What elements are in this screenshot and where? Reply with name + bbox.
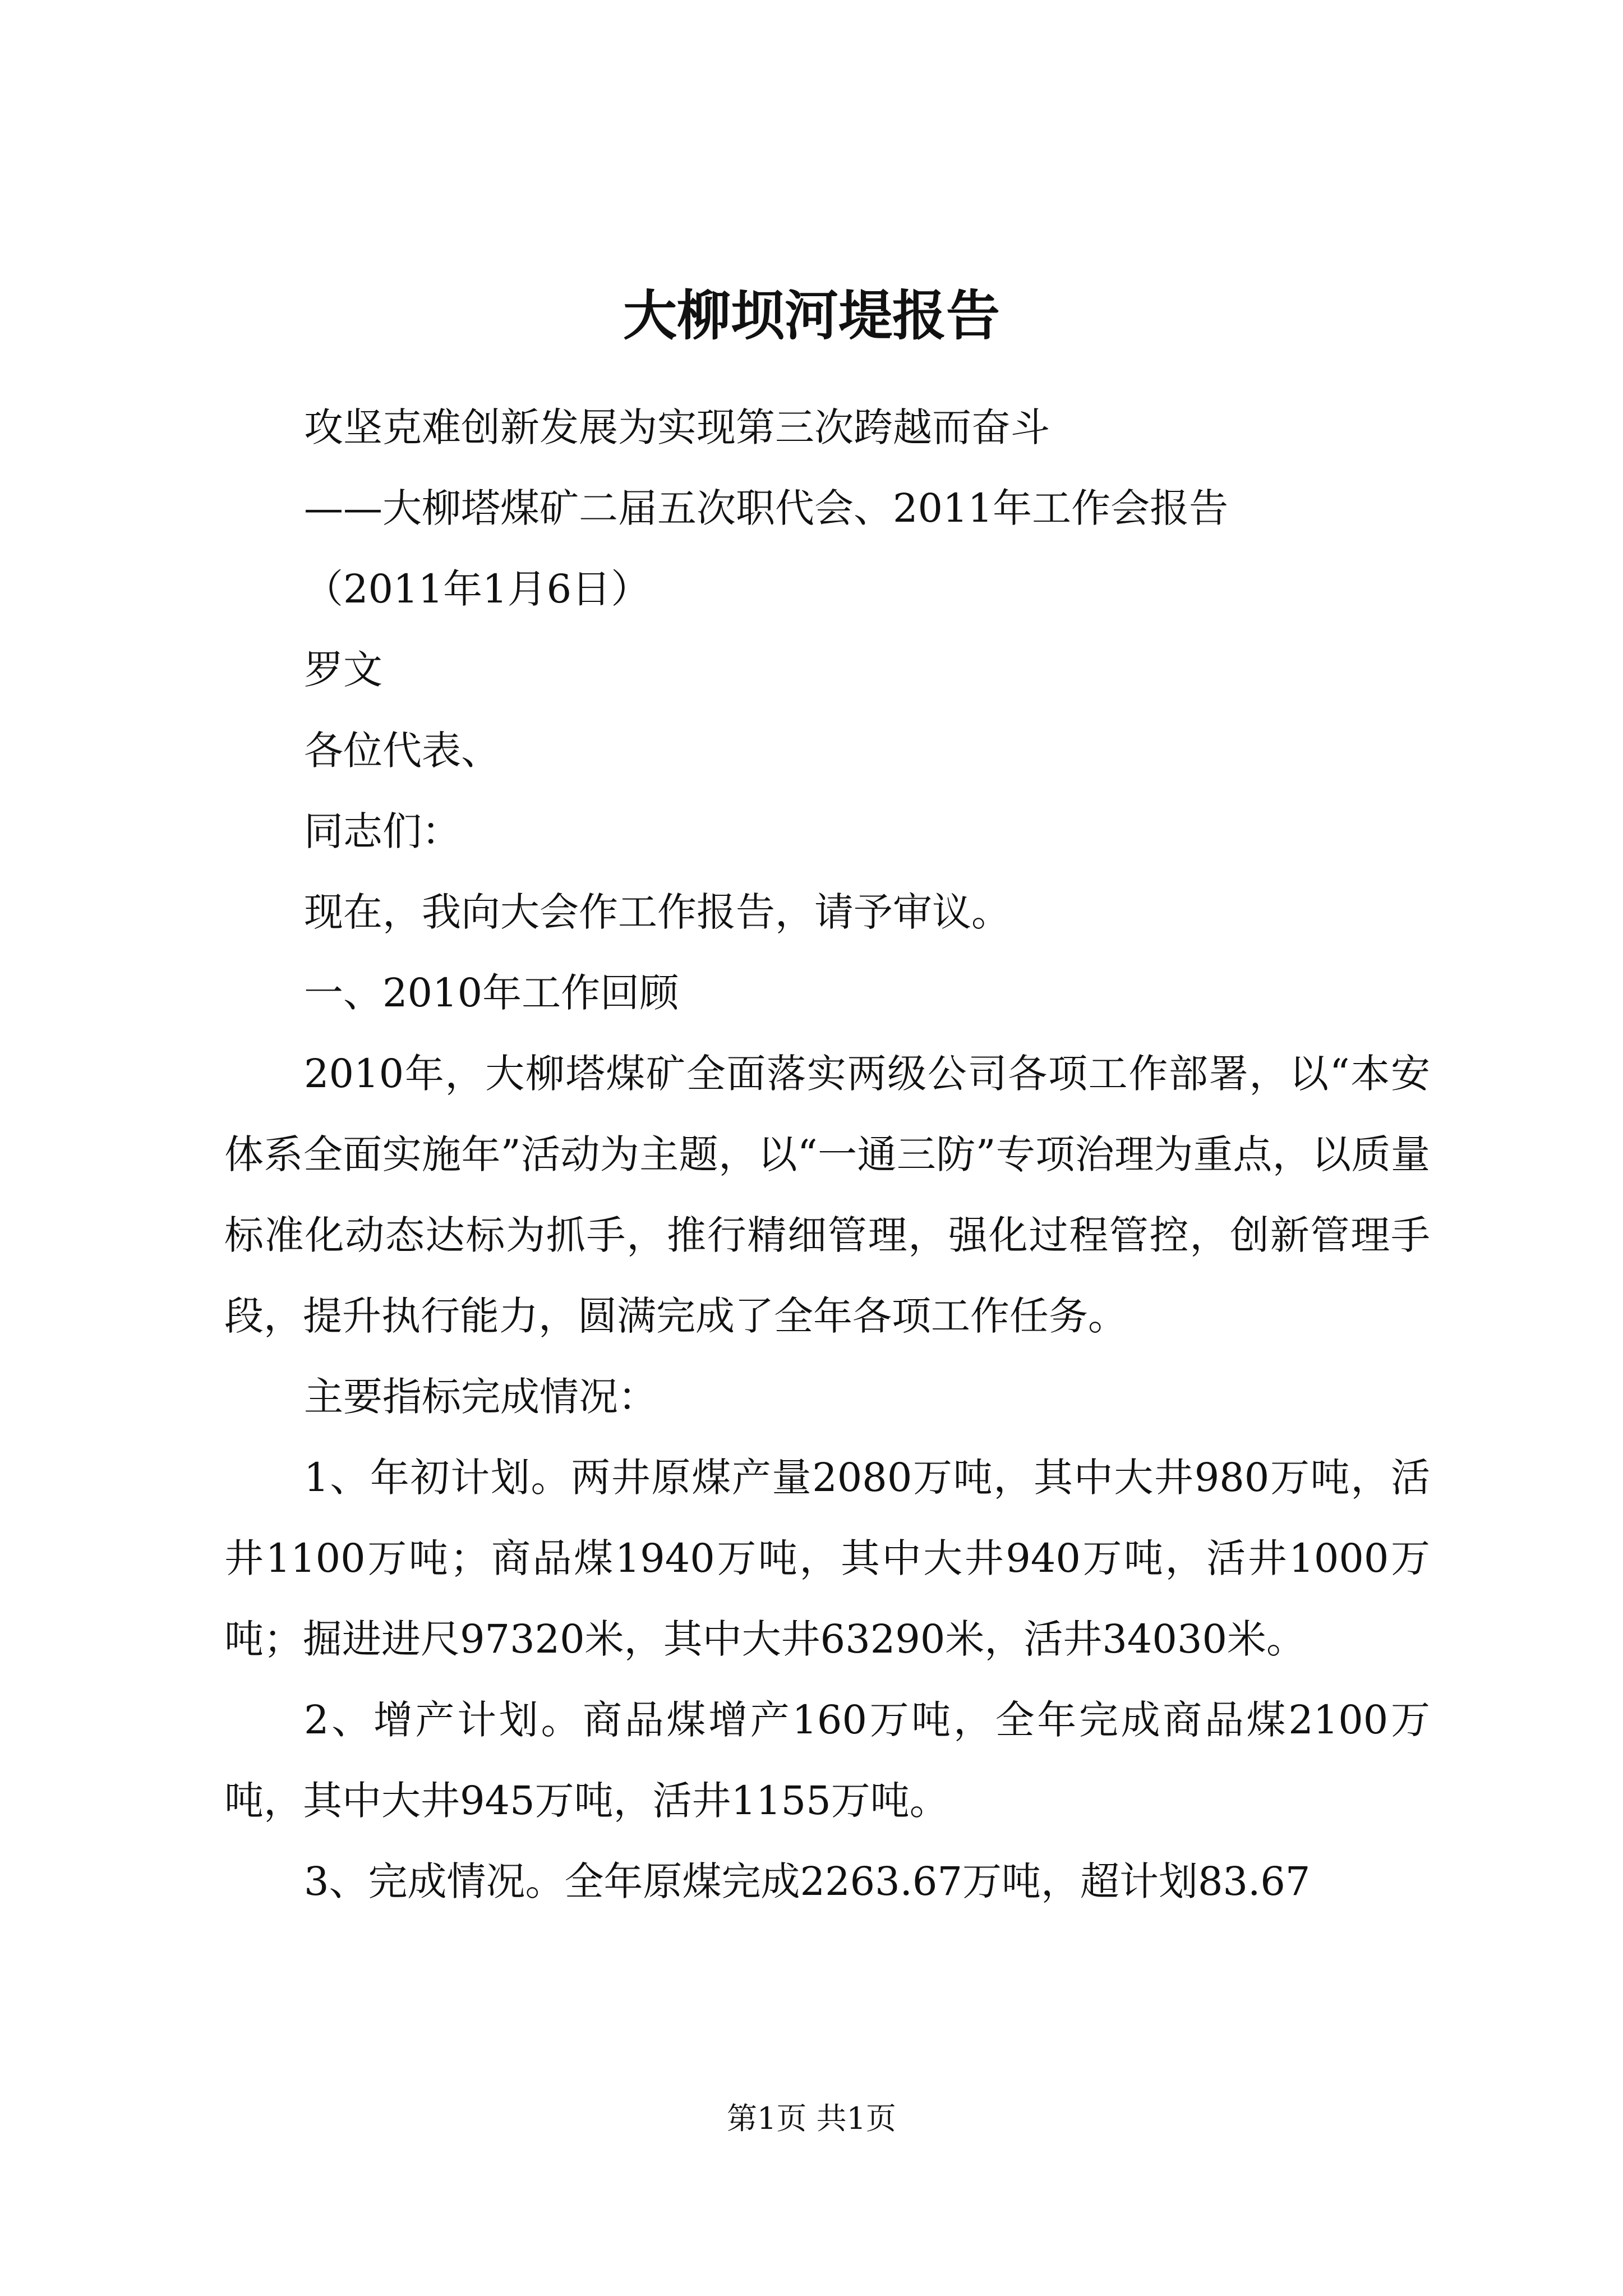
greeting-line-2: 同志们： <box>304 808 461 854</box>
indicators-heading: 主要指标完成情况： <box>304 1374 657 1420</box>
greeting-line-1: 各位代表、 <box>304 728 500 774</box>
paragraph-increase-plan: 2、增产计划。商品煤增产160万吨，全年完成商品煤2100万吨，其中大井945万吨，活井1155万吨。 <box>224 1697 1430 1824</box>
report-subtitle-line2: ——大柳塔煤矿二届五次职代会、2011年工作会报告 <box>304 485 1229 531</box>
paragraph-completion: 3、完成情况。全年原煤完成2263.67万吨，超计划83.67 <box>304 1858 1311 1904</box>
report-subtitle: 攻坚克难创新发展为实现第三次跨越而奋斗 <box>304 404 1050 450</box>
page-footer: 第1页 共1页 <box>727 2101 896 2136</box>
section-heading: 一、2010年工作回顾 <box>304 970 679 1016</box>
paragraph-review: 2010年，大柳塔煤矿全面落实两级公司各项工作部署，以“本安体系全面实施年”活动为主题，以“一通三防”专项治理为重点，以质量标准化动态达标为抓手，推行精细管理，强化过程管控，创新管理手段，提升执行能力，圆满完成了全年各项工作任务。 <box>224 1051 1430 1339</box>
intro-line: 现在，我向大会作工作报告，请予审议。 <box>304 889 1011 935</box>
document-body <box>224 387 1430 1922</box>
report-author: 罗文 <box>304 647 382 693</box>
paragraph-annual-plan: 1、年初计划。两井原煤产量2080万吨，其中大井980万吨，活井1100万吨；商品煤1940万吨，其中大井940万吨，活井1000万吨；掘进进尺97320米，其中大井63290米，活井34030米。 <box>224 1455 1430 1662</box>
report-date: （2011年1月6日） <box>304 566 651 612</box>
document-title: 大柳坝河堤报告 <box>623 284 1000 347</box>
